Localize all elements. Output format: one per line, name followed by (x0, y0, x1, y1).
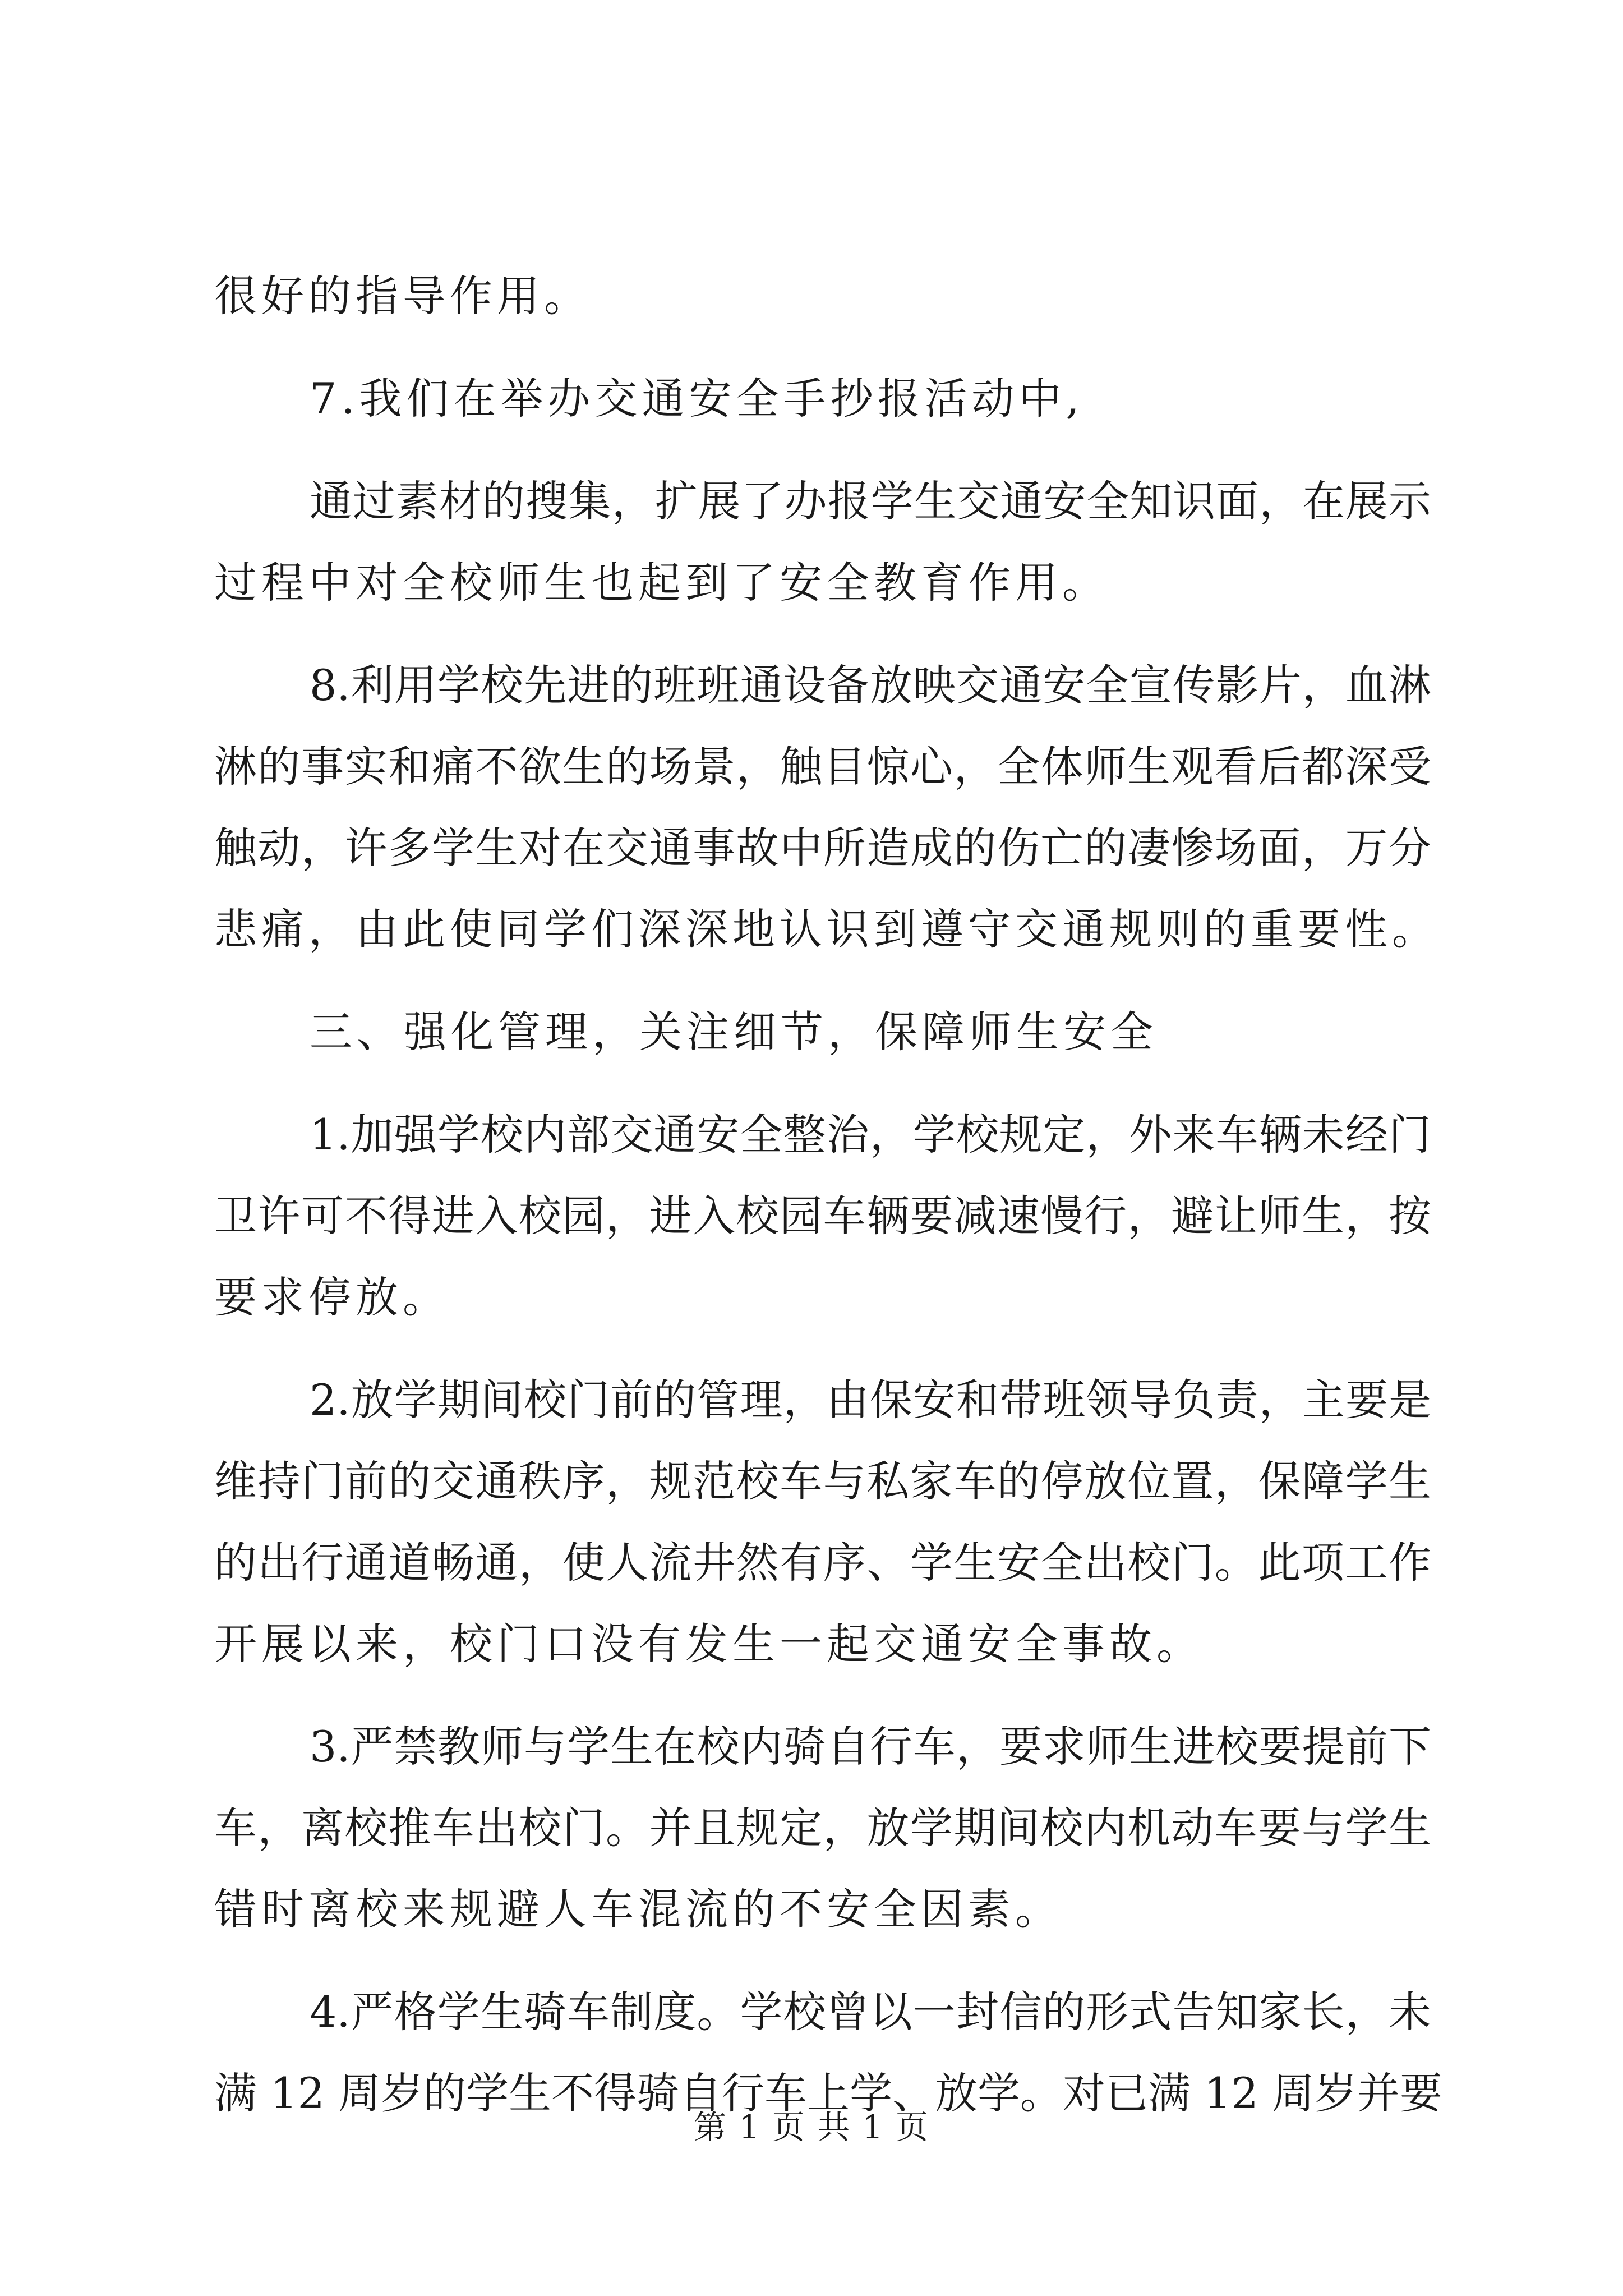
text-line: 卫许可不得进入校园，进入校园车辆要减速慢行，避让师生，按 (214, 1191, 1431, 1241)
text-line: 3.严禁教师与学生在校内骑自行车，要求师生进校要提前下 (310, 1722, 1431, 1772)
text-line: 7.我们在举办交通安全手抄报活动中, (310, 374, 1084, 424)
text-line: 错时离校来规避人车混流的不安全因素。 (214, 1884, 1062, 1934)
text-line: 车，离校推车出校门。并且规定，放学期间校内机动车要与学生 (214, 1803, 1431, 1853)
text-line: 触动，许多学生对在交通事故中所造成的伤亡的凄惨场面，万分 (214, 823, 1431, 873)
text-line: 8.利用学校先进的班班通设备放映交通安全宣传影片，血淋 (310, 660, 1431, 710)
text-line: 4.严格学生骑车制度。学校曾以一封信的形式告知家长，未 (310, 1987, 1431, 2037)
page-number: 第 1 页 共 1 页 (694, 2108, 929, 2146)
text-line: 很好的指导作用。 (214, 271, 591, 321)
text-line: 的出行通道畅通，使人流井然有序、学生安全出校门。此项工作 (214, 1538, 1431, 1588)
text-line: 维持门前的交通秩序，规范校车与私家车的停放位置，保障学生 (214, 1456, 1431, 1506)
section-heading: 三、强化管理，关注细节，保障师生安全 (310, 1007, 1158, 1057)
text-line: 过程中对全校师生也起到了安全教育作用。 (214, 558, 1109, 608)
text-line: 满 12 周岁的学生不得骑自行车上学、放学。对已满 12 周岁并要 (214, 2068, 1443, 2118)
text-line: 2.放学期间校门前的管理，由保安和带班领导负责，主要是 (310, 1375, 1431, 1425)
document-body (214, 255, 1443, 2134)
text-line: 1.加强学校内部交通安全整治，学校规定，外来车辆未经门 (310, 1110, 1431, 1159)
text-line: 开展以来，校门口没有发生一起交通安全事故。 (214, 1619, 1204, 1669)
text-line: 通过素材的搜集，扩展了办报学生交通安全知识面，在展示 (310, 476, 1431, 526)
text-line: 要求停放。 (214, 1272, 450, 1322)
text-line: 淋的事实和痛不欲生的场景，触目惊心，全体师生观看后都深受 (214, 742, 1431, 792)
text-line: 悲痛，由此使同学们深深地认识到遵守交通规则的重要性。 (214, 904, 1439, 954)
